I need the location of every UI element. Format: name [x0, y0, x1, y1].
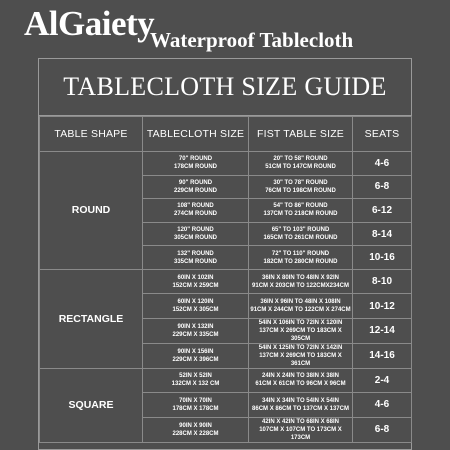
seats-cell: 6-8 [353, 417, 412, 442]
fit-table-size-cell [249, 343, 353, 368]
tablecloth-size-cell [143, 222, 249, 246]
size-metric: 229CM X 396CM [172, 356, 219, 363]
fit-metric: 91CM X 244CM TO 122CM X 274CM [250, 307, 351, 314]
tablecloth-size-cell [143, 246, 249, 270]
fit-table-size-cell [249, 318, 353, 343]
fit-table-size-cell [249, 393, 353, 417]
tablecloth-size-cell [143, 294, 249, 318]
size-guide [38, 58, 412, 450]
tablecloth-size-cell [143, 417, 249, 442]
tablecloth-size-cell [143, 269, 249, 293]
fit-table-size-cell [249, 417, 353, 442]
size-metric: 178CM X 178CM [172, 405, 219, 412]
size-metric: 228CM X 228CM [172, 430, 219, 437]
fit-imperial: 20" TO 58" ROUND [273, 156, 328, 163]
fit-metric: 182CM TO 280CM ROUND [263, 258, 338, 265]
guide-title: TABLECLOTH SIZE GUIDE [39, 59, 411, 116]
tablecloth-size-cell [143, 152, 249, 176]
size-metric: 132CM X 132 CM [171, 381, 220, 388]
seats-cell: 8-14 [353, 222, 412, 246]
fit-imperial: 54IN X 106IN TO 72IN X 120IN [258, 319, 343, 326]
fit-metric: 91CM X 203CM TO 122CMX234CM [252, 282, 349, 289]
fit-metric: 137CM TO 218CM ROUND [263, 211, 338, 218]
fit-metric: 137CM X 269CM TO 183CM X 361CM [259, 352, 342, 367]
column-header-seats: SEATS [353, 117, 412, 152]
fit-table-size-cell [249, 222, 353, 246]
tablecloth-size-cell [143, 368, 249, 392]
fit-metric: 137CM X 269CM TO 183CM X 305CM [259, 327, 342, 342]
seats-cell: 8-10 [353, 269, 412, 293]
fit-imperial: 54" TO 86" ROUND [273, 203, 328, 210]
tablecloth-size-cell [143, 175, 249, 199]
size-imperial: 60IN X 120IN [177, 299, 214, 306]
fit-imperial: 24IN X 24IN TO 38IN X 38IN [262, 373, 339, 380]
fit-table-size-cell [249, 294, 353, 318]
brand-logo: AlGaiety [24, 4, 155, 43]
size-metric: 274CM ROUND [173, 211, 217, 218]
fit-metric: 107CM X 107CM TO 173CM X 173CM [259, 426, 342, 441]
size-imperial: 120" ROUND [177, 227, 214, 234]
seats-cell: 6-8 [353, 175, 412, 199]
size-imperial: 70" ROUND [178, 156, 213, 163]
size-metric: 152CM X 259CM [172, 282, 219, 289]
fit-imperial: 72" TO 110" ROUND [271, 250, 330, 257]
fit-imperial: 36IN X 96IN TO 48IN X 108IN [260, 299, 341, 306]
header-row [40, 117, 412, 152]
size-imperial: 52IN X 52IN [179, 373, 212, 380]
tablecloth-size-cell [143, 199, 249, 223]
tablecloth-size-cell [143, 393, 249, 417]
table-row [40, 368, 412, 392]
fit-table-size-cell [249, 368, 353, 392]
seats-cell: 6-12 [353, 199, 412, 223]
fit-imperial: 36IN X 80IN TO 48IN X 92IN [262, 274, 339, 281]
size-imperial: 90IN X 90IN [179, 422, 212, 429]
product-title: Waterproof Tablecloth [150, 28, 354, 52]
fit-table-size-cell [249, 269, 353, 293]
header [0, 0, 450, 58]
size-metric: 335CM ROUND [173, 258, 217, 265]
size-table [39, 116, 412, 443]
size-imperial: 90IN X 132IN [177, 323, 214, 330]
size-imperial: 132" ROUND [177, 250, 214, 257]
fit-metric: 76CM TO 198CM ROUND [265, 187, 336, 194]
fit-imperial: 30" TO 78" ROUND [273, 179, 328, 186]
seats-cell: 10-12 [353, 294, 412, 318]
fit-imperial: 42IN X 42IN TO 68IN X 68IN [262, 418, 339, 425]
size-imperial: 90" ROUND [178, 179, 213, 186]
fit-table-size-cell [249, 199, 353, 223]
size-metric: 229CM ROUND [173, 187, 217, 194]
column-header-shape: TABLE SHAPE [40, 117, 143, 152]
tablecloth-size-cell [143, 343, 249, 368]
size-metric: 229CM X 335CM [172, 331, 219, 338]
fit-table-size-cell [249, 152, 353, 176]
size-imperial: 90IN X 156IN [177, 348, 214, 355]
shape-cell: ROUND [40, 152, 143, 270]
column-header-size: TABLECLOTH SIZE [143, 117, 249, 152]
size-metric: 305CM ROUND [173, 235, 217, 242]
size-metric: 152CM X 305CM [172, 307, 219, 314]
fit-metric: 61CM X 61CM TO 96CM X 96CM [255, 381, 346, 388]
column-header-fit: FIST TABLE SIZE [249, 117, 353, 152]
seats-cell: 14-16 [353, 343, 412, 368]
size-metric: 178CM ROUND [173, 164, 217, 171]
seats-cell: 2-4 [353, 368, 412, 392]
size-imperial: 60IN X 102IN [177, 274, 214, 281]
seats-cell: 4-6 [353, 393, 412, 417]
fit-table-size-cell [249, 175, 353, 199]
seats-cell: 4-6 [353, 152, 412, 176]
shape-cell: SQUARE [40, 368, 143, 442]
fit-imperial: 34IN X 34IN TO 54IN X 54IN [262, 397, 339, 404]
fit-table-size-cell [249, 246, 353, 270]
fit-metric: 86CM X 86CM TO 137CM X 137CM [252, 405, 349, 412]
seats-cell: 12-14 [353, 318, 412, 343]
seats-cell: 10-16 [353, 246, 412, 270]
table-row [40, 152, 412, 176]
fit-metric: 165CM TO 261CM ROUND [263, 235, 338, 242]
tablecloth-size-cell [143, 318, 249, 343]
size-imperial: 108" ROUND [177, 203, 214, 210]
shape-cell: RECTANGLE [40, 269, 143, 368]
table-row [40, 269, 412, 293]
fit-metric: 51CM TO 147CM ROUND [265, 164, 336, 171]
size-imperial: 70IN X 70IN [179, 397, 212, 404]
fit-imperial: 54IN X 125IN TO 72IN X 142IN [258, 344, 343, 351]
fit-imperial: 65" TO 103" ROUND [271, 227, 330, 234]
